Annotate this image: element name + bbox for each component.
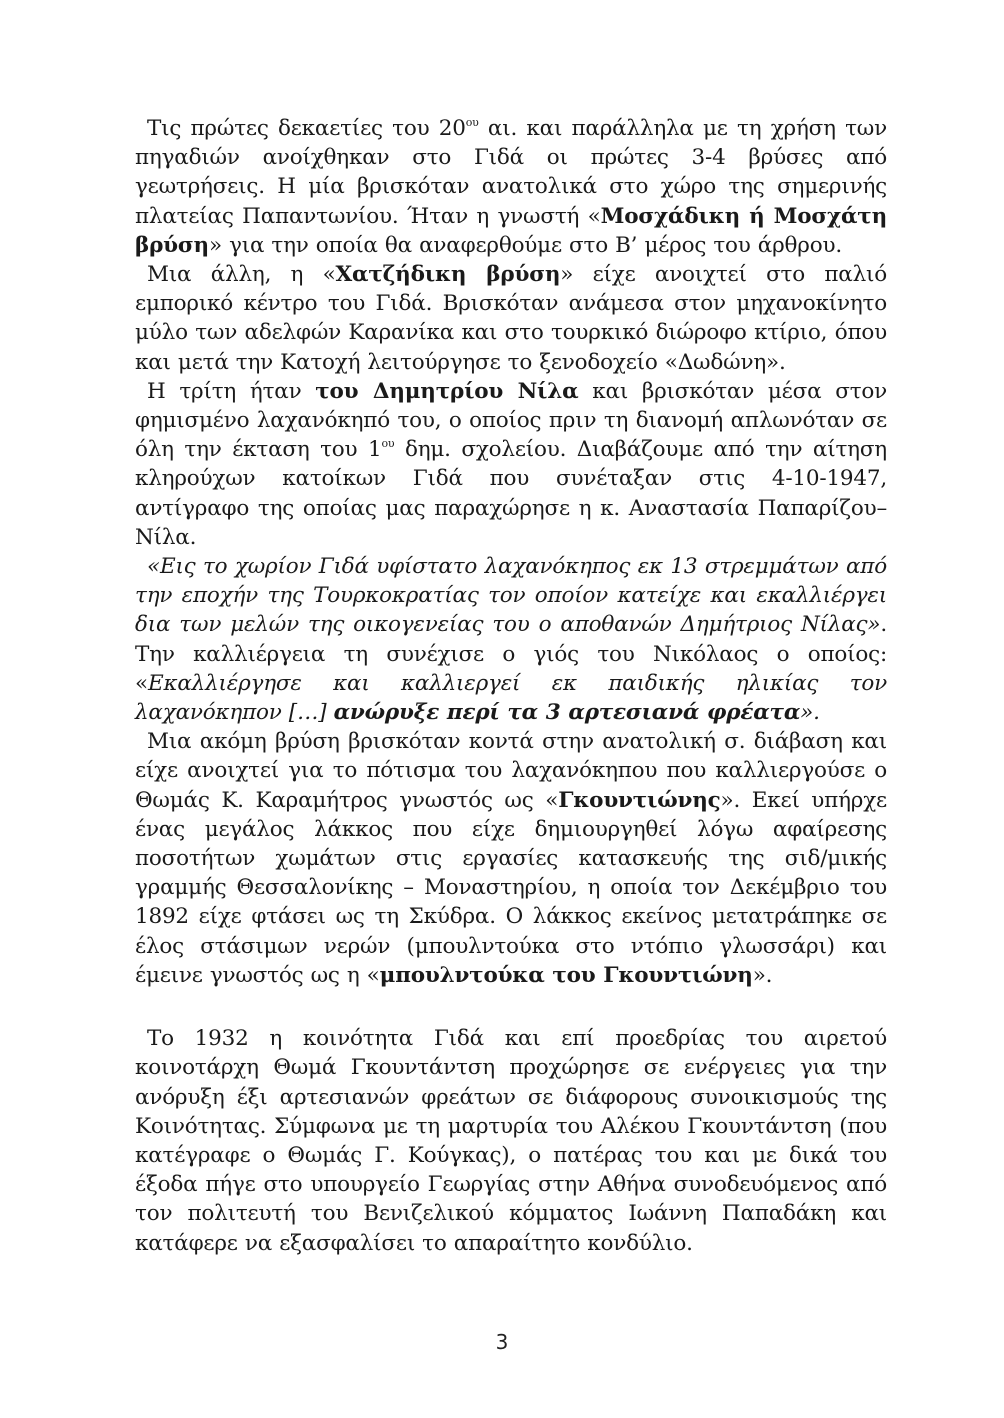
text-run: ». Εκεί υπήρχε ένας μεγάλος λάκκος που είχε δημιουργηθεί λόγω αφαίρεσης ποσοτήτων χωμάτων στις εργασίες κατασκευής της σιδ/μικής γραμμής Θεσσαλονίκης – Μοναστηρίου, η οποία τον Δεκέμβριο του 1892 είχε φτάσει ως τη Σκύδρα. Ο λάκκος εκείνος μετατράπηκε σε έλος στάσιμων νερών (μπουλντούκα στο ντόπιο γλωσσάρι) και έμεινε γνωστός ως η « [135,787,887,988]
emphasized-text: Μοσχάδικη ή Μοσχάτη βρύση [135,203,888,258]
text-run: ». [752,962,773,988]
emphasized-text: του Δημητρίου Νίλα [315,378,579,404]
text-run: Το 1932 η κοινότητα Γιδά και επί προεδρίας του αιρετού κοινοτάρχη Θωμά Γκουντάντση προχώρησε σε ενέργειες για την ανόρυξη έξι αρτεσιανών φρεάτων σε διάφορους συνοικισμούς της Κοινότητας. Σύμφωνα με τη μαρτυρία του Αλέκου Γκουντάντση (που κατέγραφε ο Θωμάς Γ. Κούγκας), ο πατέρας του και με δικά του έξοδα πήγε στο υπουργείο Γεωργίας στην Αθήνα συνοδευόμενος από τον πολιτευτή του Βενιζελικού κόμματος Ιωάννη Παπαδάκη και κατάφερε να εξασφαλίσει το απαραίτητο κονδύλιο. [135,1026,887,1256]
text-run: Μια άλλη, η « [147,262,336,288]
paragraph [135,260,887,377]
paragraph [135,377,887,552]
text-run: Τις πρώτες δεκαετίες του 20 [147,116,466,141]
paragraph [135,1024,887,1258]
emphasized-text: ανώρυξε περί τα 3 αρτεσιανά φρέατα [333,700,801,726]
emphasized-text: Γκουντιώνης [558,787,721,813]
paragraph [135,552,887,727]
ordinal-superscript: ου [381,437,395,451]
ordinal-superscript: ου [465,116,479,129]
text-run: Η τρίτη ήταν [147,378,316,404]
text-run: » για την οποία θα αναφερθούμε στο Β’ μέρος του άρθρου. [208,232,842,258]
quoted-text: ». [800,700,820,726]
section-gap [135,990,887,1024]
text-run: » είχε ανοιχτεί στο παλιό εμπορικό κέντρο του Γιδά. Βρισκόταν ανάμεσα στον μηχανοκίνητο μύλο των αδελφών Καρανίκα και στο τουρκικό διώροφο κτίριο, όπου και μετά την Κατοχή λειτούργησε το ξενοδοχείο «Δωδώνη». [135,262,887,375]
quoted-text: Εκαλλιέργησε και καλλιεργεί εκ παιδικής ηλικίας τον λαχανόκηπον […] [135,670,887,726]
quoted-text: «Εις το χωρίον Γιδά υφίστατο λαχανόκηπος εκ 13 στρεμμάτων από την εποχήν της Τουρκοκρατίας τον οποίον κατείχε και εκαλλιέργει δια των μελών της οικογενείας του ο αποθανών Δημήτριος Νίλας» [135,554,887,638]
text-run: αι. και παράλληλα με τη χρήση των πηγαδιών ανοίχθηκαν στο Γιδά οι πρώτες 3-4 βρύσες από γεωτρήσεις. Η μία βρισκόταν ανατολικά στο χώρο της σημερινής πλατείας Παπαντωνίου. Ήταν η γνωστή « [135,116,887,229]
paragraph [135,114,887,260]
text-run: . Την καλλιέργεια τη συνέχισε ο γιός του Νικόλαος ο οποίος: « [135,612,887,696]
text-run: και βρισκόταν μέσα στον φημισμένο λαχανόκηπό του, ο οποίος πριν τη διανομή απλωνόταν σε όλη την έκταση του 1 [135,378,887,463]
text-run: δημ. σχολείου. Διαβάζουμε από την αίτηση κληρούχων κατοίκων Γιδά που συνέταξαν στις 4-10-1947, αντίγραφο της οποίας μας παραχώρησε η κ. Αναστασία Παπαρίζου–Νίλα. [135,437,887,550]
paragraph [135,727,887,990]
page-number: 3 [495,1330,509,1354]
text-run: Μια ακόμη βρύση βρισκόταν κοντά στην ανατολική σ. διάβαση και είχε ανοιχτεί για το πότισμα του λαχανόκηπου που καλλιεργούσε ο Θωμάς Κ. Καραμήτρος γνωστός ως « [135,729,887,813]
emphasized-text: μπουλντούκα του Γκουντιώνη [379,962,753,988]
body-text [135,114,887,1258]
emphasized-text: Χατζήδικη βρύση [335,262,561,288]
